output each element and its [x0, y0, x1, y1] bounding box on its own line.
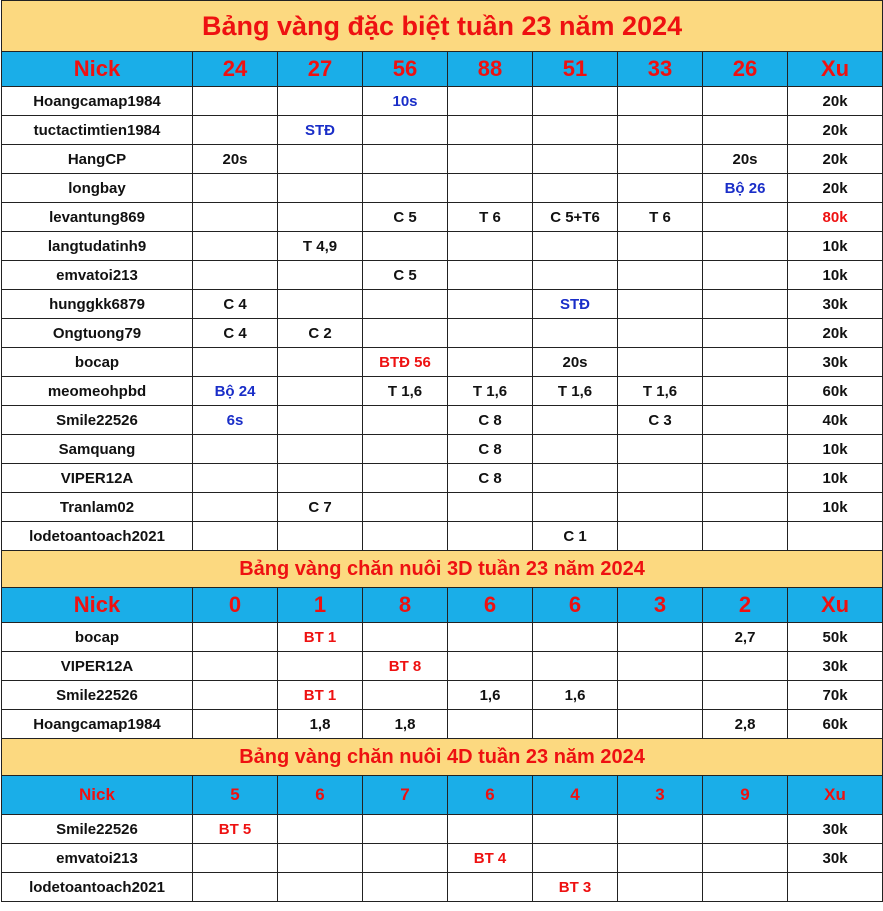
xu-cell: 50k: [788, 623, 883, 652]
pick-cell: [533, 435, 618, 464]
pick-cell: [278, 290, 363, 319]
table-row: [2, 319, 883, 348]
table-row: [2, 623, 883, 652]
pick-cell: [703, 261, 788, 290]
pick-cell: T 1,6: [363, 377, 448, 406]
nick-cell: Tranlam02: [2, 493, 193, 522]
column-header: 88: [448, 52, 533, 87]
table-row: [2, 203, 883, 232]
pick-cell: [703, 203, 788, 232]
pick-cell: T 1,6: [448, 377, 533, 406]
nick-cell: Hoangcamap1984: [2, 710, 193, 739]
pick-cell: [193, 623, 278, 652]
pick-cell: [363, 116, 448, 145]
pick-cell: [448, 815, 533, 844]
xu-cell: 80k: [788, 203, 883, 232]
nick-cell: langtudatinh9: [2, 232, 193, 261]
table-row: [2, 290, 883, 319]
pick-cell: [193, 681, 278, 710]
pick-cell: [363, 681, 448, 710]
column-header: 6: [448, 588, 533, 623]
pick-cell: [533, 623, 618, 652]
pick-cell: [278, 203, 363, 232]
pick-cell: STĐ: [278, 116, 363, 145]
pick-cell: C 4: [193, 319, 278, 348]
4d-header-row: [2, 776, 883, 815]
pick-cell: [448, 710, 533, 739]
pick-cell: C 1: [533, 522, 618, 551]
pick-cell: [618, 873, 703, 902]
pick-cell: [278, 815, 363, 844]
pick-cell: [278, 435, 363, 464]
special-header-row: [2, 52, 883, 87]
pick-cell: [278, 174, 363, 203]
pick-cell: BT 4: [448, 844, 533, 873]
table-row: [2, 844, 883, 873]
table-row: [2, 873, 883, 902]
column-header: 2: [703, 588, 788, 623]
pick-cell: [703, 406, 788, 435]
column-header: 9: [703, 776, 788, 815]
pick-cell: [363, 174, 448, 203]
pick-cell: [618, 844, 703, 873]
pick-cell: [448, 261, 533, 290]
nick-cell: tuctactimtien1984: [2, 116, 193, 145]
pick-cell: BT 5: [193, 815, 278, 844]
pick-cell: T 1,6: [618, 377, 703, 406]
pick-cell: [533, 116, 618, 145]
pick-cell: [278, 844, 363, 873]
pick-cell: 20s: [193, 145, 278, 174]
nick-cell: levantung869: [2, 203, 193, 232]
column-header: 6: [278, 776, 363, 815]
pick-cell: [363, 522, 448, 551]
pick-cell: [278, 145, 363, 174]
nick-cell: Hoangcamap1984: [2, 87, 193, 116]
xu-cell: 60k: [788, 377, 883, 406]
table-row: [2, 377, 883, 406]
pick-cell: T 6: [618, 203, 703, 232]
column-header: 5: [193, 776, 278, 815]
table-row: [2, 174, 883, 203]
pick-cell: [363, 493, 448, 522]
xu-cell: 20k: [788, 116, 883, 145]
pick-cell: [703, 844, 788, 873]
pick-cell: [703, 232, 788, 261]
nick-cell: emvatoi213: [2, 844, 193, 873]
xu-cell: 20k: [788, 145, 883, 174]
nick-cell: Smile22526: [2, 406, 193, 435]
pick-cell: 6s: [193, 406, 278, 435]
pick-cell: [193, 174, 278, 203]
table-row: [2, 652, 883, 681]
pick-cell: [618, 87, 703, 116]
pick-cell: [703, 493, 788, 522]
table-row: [2, 145, 883, 174]
nick-cell: bocap: [2, 348, 193, 377]
pick-cell: C 5: [363, 261, 448, 290]
pick-cell: C 2: [278, 319, 363, 348]
pick-cell: [533, 174, 618, 203]
pick-cell: [703, 348, 788, 377]
xu-cell: 10k: [788, 232, 883, 261]
pick-cell: [618, 145, 703, 174]
pick-cell: [193, 87, 278, 116]
table-row: [2, 435, 883, 464]
nick-cell: lodetoantoach2021: [2, 873, 193, 902]
pick-cell: [533, 652, 618, 681]
pick-cell: [278, 464, 363, 493]
pick-cell: [448, 232, 533, 261]
pick-cell: 10s: [363, 87, 448, 116]
pick-cell: [448, 290, 533, 319]
nick-cell: meomeohpbd: [2, 377, 193, 406]
column-header: 8: [363, 588, 448, 623]
table-row: [2, 261, 883, 290]
column-header: 3: [618, 776, 703, 815]
xu-cell: 20k: [788, 319, 883, 348]
pick-cell: [448, 116, 533, 145]
pick-cell: [533, 710, 618, 739]
xu-cell: 30k: [788, 844, 883, 873]
pick-cell: [193, 710, 278, 739]
xu-cell: 10k: [788, 493, 883, 522]
pick-cell: T 1,6: [533, 377, 618, 406]
nick-cell: bocap: [2, 623, 193, 652]
pick-cell: [363, 319, 448, 348]
xu-cell: 70k: [788, 681, 883, 710]
pick-cell: [533, 232, 618, 261]
pick-cell: [618, 290, 703, 319]
pick-cell: [618, 435, 703, 464]
4d-title-row: [2, 739, 883, 776]
pick-cell: [363, 435, 448, 464]
pick-cell: [703, 815, 788, 844]
pick-cell: [193, 261, 278, 290]
nick-cell: lodetoantoach2021: [2, 522, 193, 551]
column-header: 51: [533, 52, 618, 87]
pick-cell: C 3: [618, 406, 703, 435]
leaderboard-table: [1, 0, 883, 902]
pick-cell: [363, 232, 448, 261]
xu-cell: 20k: [788, 87, 883, 116]
table-row: [2, 710, 883, 739]
pick-cell: [703, 87, 788, 116]
pick-cell: [193, 652, 278, 681]
pick-cell: 1,6: [533, 681, 618, 710]
column-header: 56: [363, 52, 448, 87]
pick-cell: [278, 652, 363, 681]
pick-cell: Bộ 26: [703, 174, 788, 203]
pick-cell: [193, 844, 278, 873]
pick-cell: BT 1: [278, 623, 363, 652]
xu-cell: 10k: [788, 261, 883, 290]
xu-cell: 30k: [788, 290, 883, 319]
pick-cell: [448, 87, 533, 116]
column-header: 4: [533, 776, 618, 815]
pick-cell: [703, 464, 788, 493]
pick-cell: BT 8: [363, 652, 448, 681]
xu-cell: 10k: [788, 464, 883, 493]
pick-cell: [618, 348, 703, 377]
pick-cell: [448, 652, 533, 681]
pick-cell: [703, 873, 788, 902]
pick-cell: C 8: [448, 406, 533, 435]
column-header: 3: [618, 588, 703, 623]
pick-cell: [618, 681, 703, 710]
pick-cell: C 8: [448, 435, 533, 464]
pick-cell: BT 3: [533, 873, 618, 902]
pick-cell: [703, 522, 788, 551]
table-row: [2, 464, 883, 493]
xu-cell: 10k: [788, 435, 883, 464]
pick-cell: [533, 493, 618, 522]
pick-cell: [278, 377, 363, 406]
pick-cell: [448, 522, 533, 551]
pick-cell: [533, 815, 618, 844]
xu-cell: 20k: [788, 174, 883, 203]
pick-cell: [703, 116, 788, 145]
column-header: 33: [618, 52, 703, 87]
pick-cell: [363, 406, 448, 435]
pick-cell: [703, 290, 788, 319]
column-header: 0: [193, 588, 278, 623]
xu-cell: [788, 522, 883, 551]
table-row: [2, 232, 883, 261]
pick-cell: [363, 873, 448, 902]
pick-cell: [278, 406, 363, 435]
xu-cell: 60k: [788, 710, 883, 739]
nick-cell: longbay: [2, 174, 193, 203]
pick-cell: [533, 406, 618, 435]
nick-cell: hunggkk6879: [2, 290, 193, 319]
nick-cell: emvatoi213: [2, 261, 193, 290]
pick-cell: [193, 203, 278, 232]
pick-cell: [618, 493, 703, 522]
pick-cell: [448, 319, 533, 348]
xu-cell: 30k: [788, 348, 883, 377]
column-header: Nick: [2, 52, 193, 87]
column-header: Xu: [788, 776, 883, 815]
pick-cell: 2,7: [703, 623, 788, 652]
pick-cell: [278, 873, 363, 902]
pick-cell: [703, 652, 788, 681]
pick-cell: T 6: [448, 203, 533, 232]
pick-cell: [618, 815, 703, 844]
pick-cell: C 4: [193, 290, 278, 319]
nick-cell: VIPER12A: [2, 652, 193, 681]
pick-cell: 1,6: [448, 681, 533, 710]
pick-cell: [193, 493, 278, 522]
pick-cell: 1,8: [363, 710, 448, 739]
pick-cell: [448, 873, 533, 902]
pick-cell: [533, 87, 618, 116]
pick-cell: [618, 710, 703, 739]
pick-cell: [448, 145, 533, 174]
pick-cell: T 4,9: [278, 232, 363, 261]
column-header: 24: [193, 52, 278, 87]
pick-cell: [618, 464, 703, 493]
nick-cell: Smile22526: [2, 815, 193, 844]
pick-cell: [533, 145, 618, 174]
table-row: [2, 116, 883, 145]
column-header: Nick: [2, 588, 193, 623]
pick-cell: [533, 261, 618, 290]
pick-cell: [533, 464, 618, 493]
pick-cell: [448, 623, 533, 652]
pick-cell: [193, 116, 278, 145]
pick-cell: [703, 377, 788, 406]
column-header: 7: [363, 776, 448, 815]
pick-cell: [618, 522, 703, 551]
table-row: [2, 493, 883, 522]
pick-cell: [618, 319, 703, 348]
pick-cell: [363, 815, 448, 844]
table-row: [2, 522, 883, 551]
pick-cell: [278, 261, 363, 290]
nick-cell: VIPER12A: [2, 464, 193, 493]
pick-cell: [618, 652, 703, 681]
xu-cell: 30k: [788, 815, 883, 844]
pick-cell: [278, 348, 363, 377]
special-section-title: Bảng vàng đặc biệt tuần 23 năm 2024: [2, 1, 883, 52]
4d-section-title: Bảng vàng chăn nuôi 4D tuần 23 năm 2024: [2, 739, 883, 776]
pick-cell: 20s: [703, 145, 788, 174]
pick-cell: [618, 174, 703, 203]
pick-cell: [363, 623, 448, 652]
xu-cell: 40k: [788, 406, 883, 435]
pick-cell: 20s: [533, 348, 618, 377]
pick-cell: [448, 348, 533, 377]
table-row: [2, 681, 883, 710]
pick-cell: Bộ 24: [193, 377, 278, 406]
nick-cell: Ongtuong79: [2, 319, 193, 348]
column-header: Xu: [788, 588, 883, 623]
3d-section-title: Bảng vàng chăn nuôi 3D tuần 23 năm 2024: [2, 551, 883, 588]
3d-title-row: [2, 551, 883, 588]
pick-cell: [193, 873, 278, 902]
pick-cell: [703, 681, 788, 710]
column-header: 27: [278, 52, 363, 87]
pick-cell: [193, 522, 278, 551]
pick-cell: [363, 145, 448, 174]
table-row: [2, 348, 883, 377]
pick-cell: [278, 522, 363, 551]
pick-cell: [618, 232, 703, 261]
pick-cell: [703, 435, 788, 464]
pick-cell: [193, 348, 278, 377]
nick-cell: Smile22526: [2, 681, 193, 710]
pick-cell: BT 1: [278, 681, 363, 710]
pick-cell: [363, 464, 448, 493]
nick-cell: HangCP: [2, 145, 193, 174]
column-header: Nick: [2, 776, 193, 815]
pick-cell: 1,8: [278, 710, 363, 739]
pick-cell: [278, 87, 363, 116]
3d-header-row: [2, 588, 883, 623]
pick-cell: [448, 493, 533, 522]
pick-cell: [448, 174, 533, 203]
pick-cell: C 7: [278, 493, 363, 522]
table-row: [2, 406, 883, 435]
column-header: 1: [278, 588, 363, 623]
table-row: [2, 87, 883, 116]
pick-cell: [618, 116, 703, 145]
pick-cell: [193, 464, 278, 493]
pick-cell: [363, 844, 448, 873]
pick-cell: C 8: [448, 464, 533, 493]
pick-cell: STĐ: [533, 290, 618, 319]
pick-cell: [363, 290, 448, 319]
table-row: [2, 815, 883, 844]
pick-cell: C 5+T6: [533, 203, 618, 232]
nick-cell: Samquang: [2, 435, 193, 464]
pick-cell: [193, 435, 278, 464]
column-header: 26: [703, 52, 788, 87]
pick-cell: [533, 844, 618, 873]
pick-cell: [193, 232, 278, 261]
pick-cell: [618, 261, 703, 290]
special-title-row: [2, 1, 883, 52]
xu-cell: [788, 873, 883, 902]
pick-cell: [533, 319, 618, 348]
pick-cell: BTĐ 56: [363, 348, 448, 377]
pick-cell: [703, 319, 788, 348]
column-header: 6: [448, 776, 533, 815]
pick-cell: [618, 623, 703, 652]
pick-cell: 2,8: [703, 710, 788, 739]
xu-cell: 30k: [788, 652, 883, 681]
column-header: Xu: [788, 52, 883, 87]
pick-cell: C 5: [363, 203, 448, 232]
column-header: 6: [533, 588, 618, 623]
